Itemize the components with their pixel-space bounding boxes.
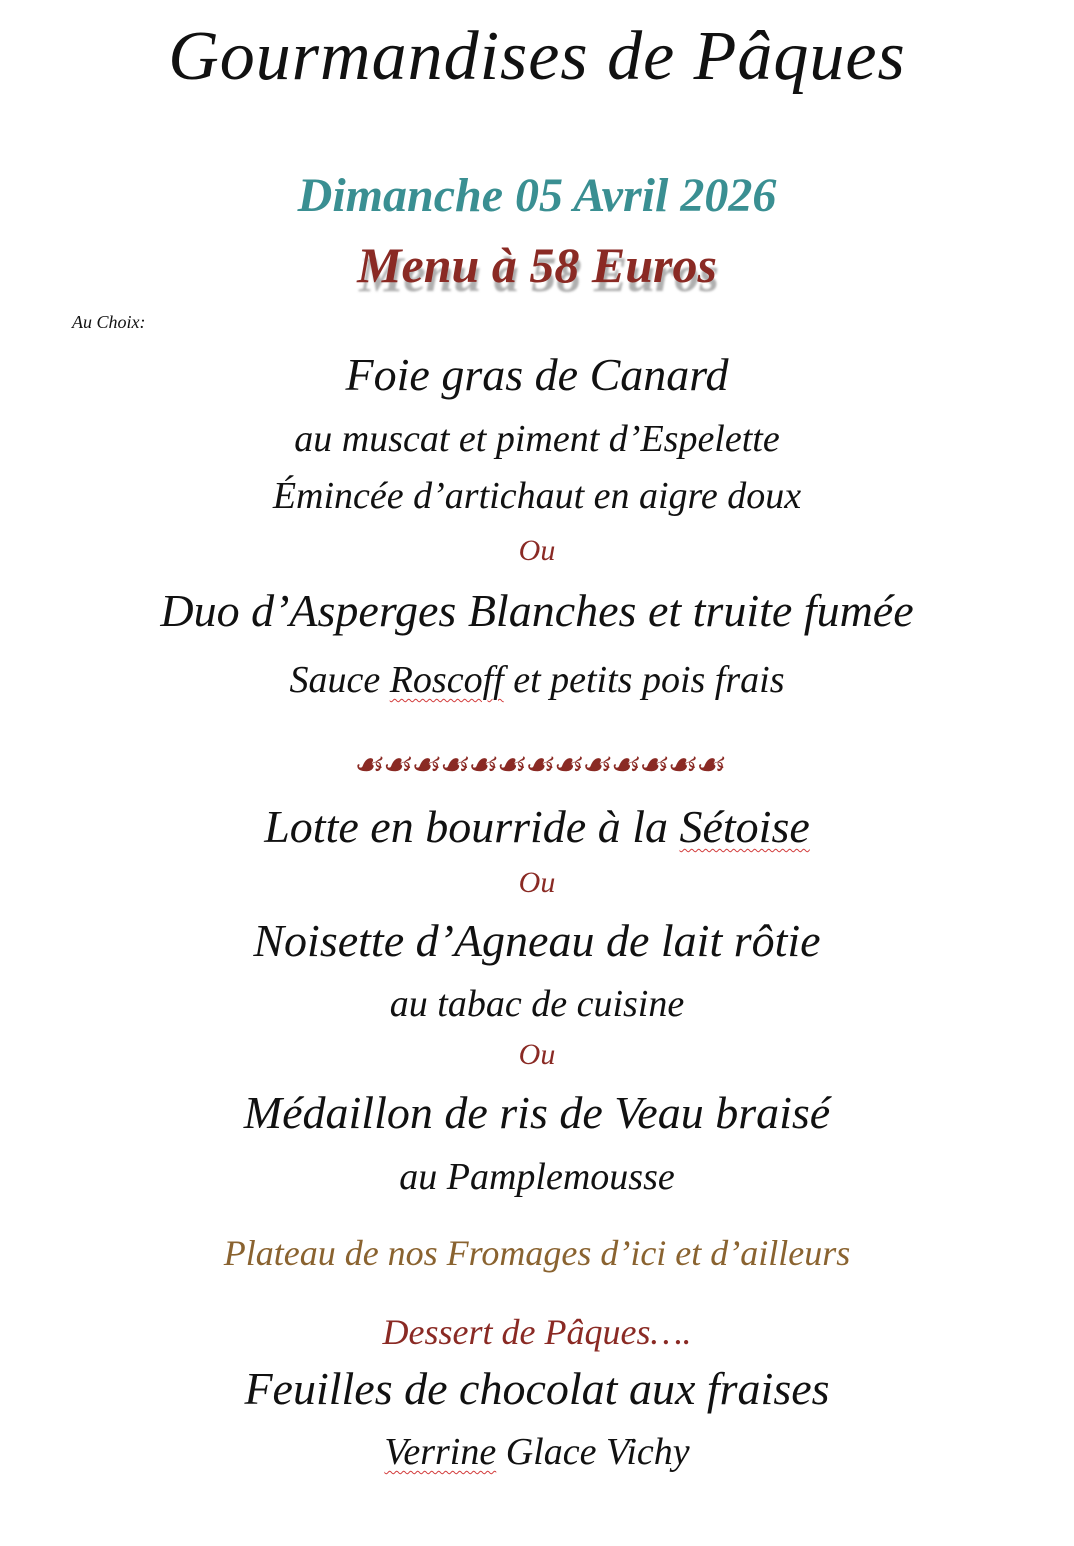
main-3-line-1: au Pamplemousse [399, 1156, 675, 1198]
starter-1-line-1: au muscat et piment d’Espelette [294, 418, 780, 460]
menu-price: Menu à 58 Euros [357, 237, 717, 293]
main-2-name: Noisette d’Agneau de lait rôtie [253, 915, 821, 966]
starter-2-name: Duo d’Asperges Blanches et truite fumée [160, 585, 914, 636]
main-3-name: Médaillon de ris de Veau braisé [243, 1087, 831, 1138]
or-separator-2: Ou [518, 866, 556, 899]
main-2-line-1: au tabac de cuisine [389, 983, 685, 1025]
main-1-name [0, 801, 1074, 852]
main-1-name-part-a: Lotte en bourride à la [264, 801, 680, 852]
dessert-name: Feuilles de chocolat aux fraises [244, 1363, 830, 1414]
or-separator-1: Ou [518, 534, 556, 567]
cheese-course: Plateau de nos Fromages d’ici et d’ailleurs [223, 1233, 851, 1273]
starter-2-line-1-spellchecked-word: Roscoff [389, 659, 504, 701]
dessert-line-1-part-b: Glace Vichy [496, 1431, 690, 1473]
or-separator-3: Ou [518, 1038, 556, 1071]
starter-2-line-1 [0, 661, 1074, 699]
event-date: Dimanche 05 Avril 2026 [297, 169, 777, 222]
menu-title: Gourmandises de Pâques [168, 18, 906, 95]
starter-1-line-2: Émincée d’artichaut en aigre doux [272, 475, 802, 517]
starter-1-name: Foie gras de Canard [345, 349, 729, 400]
au-choix-label: Au Choix: [72, 312, 146, 332]
dessert-heading: Dessert de Pâques…. [382, 1312, 692, 1352]
ornament-divider: ☙☙☙☙☙☙☙☙☙☙☙☙☙ [351, 745, 723, 785]
starter-2-line-1-part-a: Sauce [289, 659, 390, 701]
dessert-line-1 [0, 1433, 1074, 1471]
dessert-line-1-spellchecked-word: Verrine [384, 1431, 497, 1473]
starter-2-line-1-part-c: et petits pois frais [503, 659, 785, 701]
main-1-name-spellchecked-word: Sétoise [679, 801, 810, 852]
